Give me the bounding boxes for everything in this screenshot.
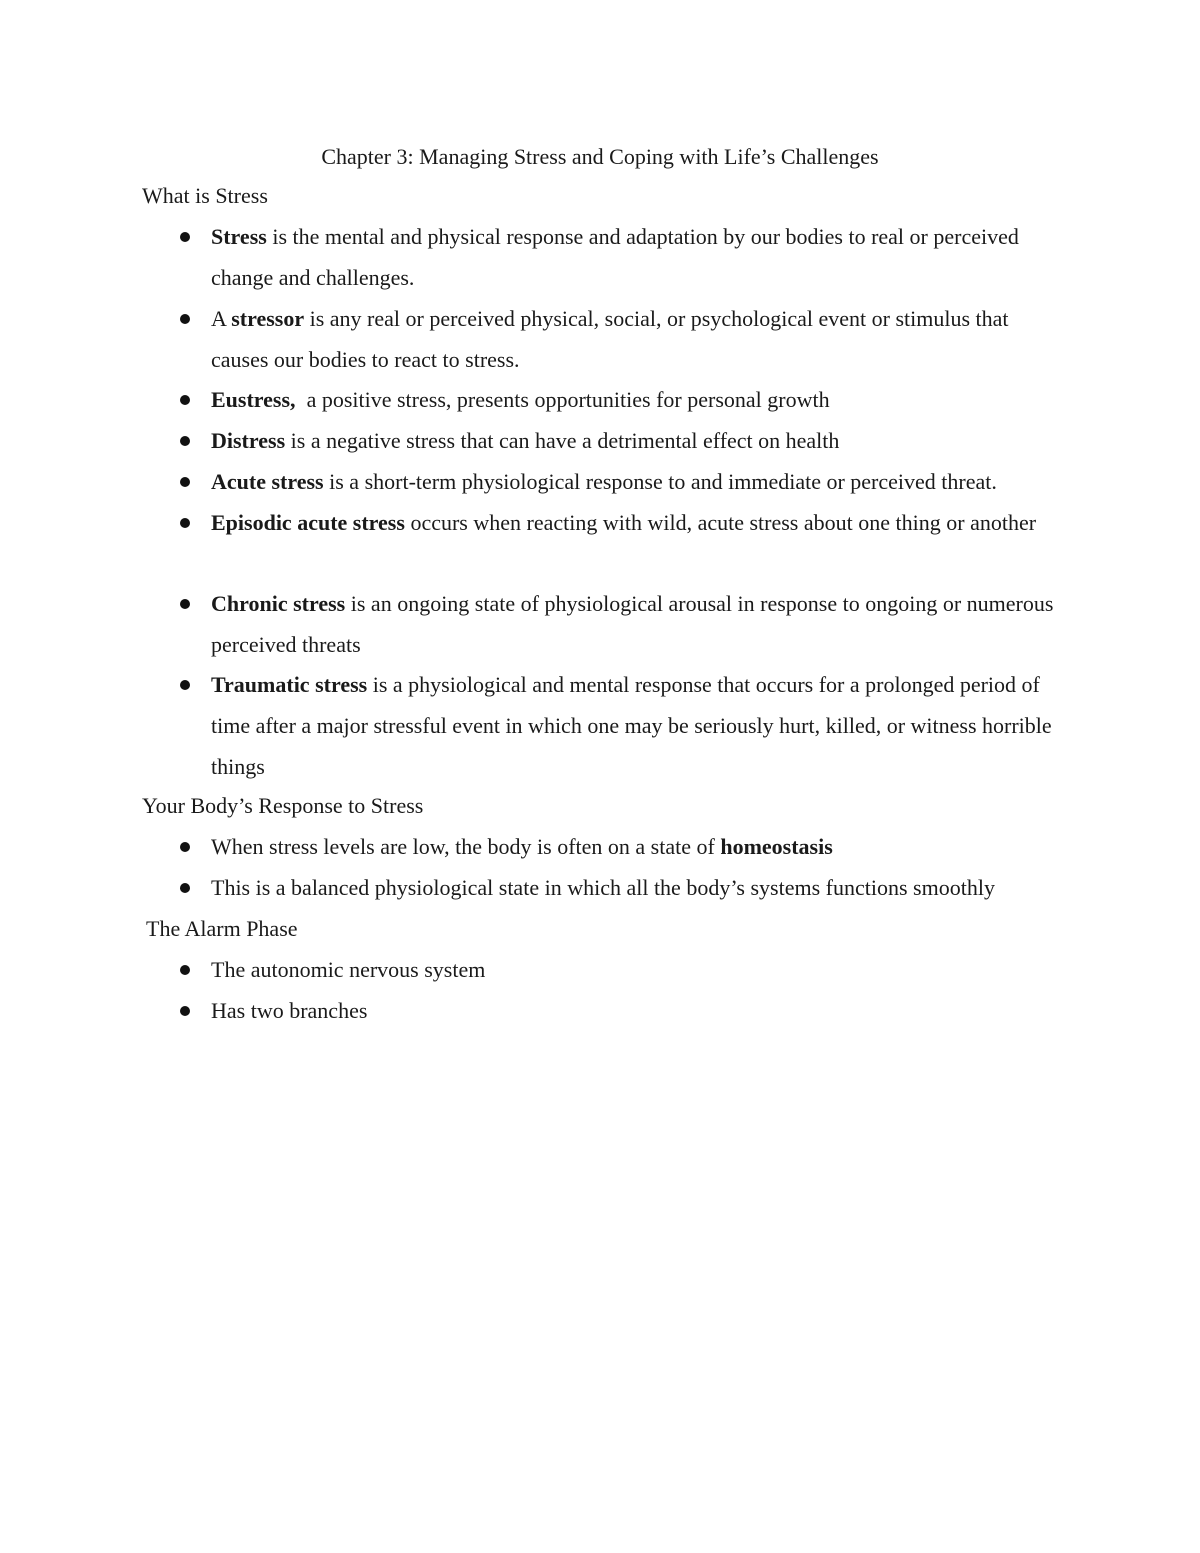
list-item-term: Stress bbox=[211, 224, 267, 249]
list-item-term: Traumatic stress bbox=[211, 672, 368, 697]
bullet-icon bbox=[180, 1006, 190, 1016]
list-item-lead: Has two branches bbox=[211, 998, 368, 1023]
list-item-term: Acute stress bbox=[211, 469, 324, 494]
list-item-body: is a physiological and mental response that occurs for a prolonged period of time after a major stressful event in which one may be seriously hurt, killed, or witness horrible things bbox=[211, 672, 1052, 779]
list-item-lead: This is a balanced physiological state in which all the body’s systems functions smoothly bbox=[211, 875, 995, 900]
list-item bbox=[211, 462, 1171, 503]
bullet-icon bbox=[180, 232, 190, 242]
bullet-icon bbox=[180, 680, 190, 690]
list-item bbox=[211, 868, 1171, 909]
list-item-term: homeostasis bbox=[720, 834, 833, 859]
bullet-icon bbox=[180, 518, 190, 528]
list-item bbox=[211, 827, 1071, 868]
section-heading-what-is-stress: What is Stress bbox=[142, 183, 268, 208]
list-item-term: Chronic stress bbox=[211, 591, 346, 616]
list-item bbox=[211, 991, 1071, 1032]
bullet-icon bbox=[180, 395, 190, 405]
list-item-body: occurs when reacting with wild, acute stress about one thing or another bbox=[404, 510, 1037, 535]
list-item bbox=[211, 503, 1071, 544]
list-item-body: is a short-term physiological response to and immediate or perceived threat. bbox=[323, 469, 997, 494]
section-heading-body-response: Your Body’s Response to Stress bbox=[142, 793, 424, 818]
list-item bbox=[211, 584, 1071, 666]
list-item-body: is an ongoing state of physiological arousal in response to ongoing or numerous perceived threats bbox=[211, 591, 1054, 657]
list-item-term: stressor bbox=[231, 306, 305, 331]
bullet-icon bbox=[180, 477, 190, 487]
list-item-body: a positive stress, presents opportunities for personal growth bbox=[295, 387, 830, 412]
list-item-term: Distress bbox=[211, 428, 286, 453]
list-item-lead: A bbox=[211, 306, 232, 331]
bullet-icon bbox=[180, 883, 190, 893]
list-item bbox=[211, 380, 1071, 421]
list-item-body: is any real or perceived physical, social, or psychological event or stimulus that causes our bodies to react to stress. bbox=[211, 306, 1009, 372]
list-item-body: is a negative stress that can have a detrimental effect on health bbox=[285, 428, 840, 453]
list-item bbox=[211, 217, 1071, 299]
list-item-body: is the mental and physical response and adaptation by our bodies to real or perceived change and challenges. bbox=[211, 224, 1019, 290]
list-item-lead: When stress levels are low, the body is often on a state of bbox=[211, 834, 721, 859]
list-item-term: Episodic acute stress bbox=[211, 510, 405, 535]
list-item bbox=[211, 950, 1071, 991]
list-item-term: Eustress, bbox=[211, 387, 296, 412]
list-item bbox=[211, 421, 1071, 462]
bullet-icon bbox=[180, 599, 190, 609]
bullet-icon bbox=[180, 314, 190, 324]
bullet-icon bbox=[180, 965, 190, 975]
list-item bbox=[211, 299, 1071, 381]
bullet-icon bbox=[180, 842, 190, 852]
bullet-icon bbox=[180, 436, 190, 446]
chapter-title: Chapter 3: Managing Stress and Coping with Life’s Challenges bbox=[321, 144, 879, 169]
section-heading-alarm-phase: The Alarm Phase bbox=[146, 916, 298, 941]
list-item-lead: The autonomic nervous system bbox=[211, 957, 486, 982]
list-item bbox=[211, 665, 1071, 787]
